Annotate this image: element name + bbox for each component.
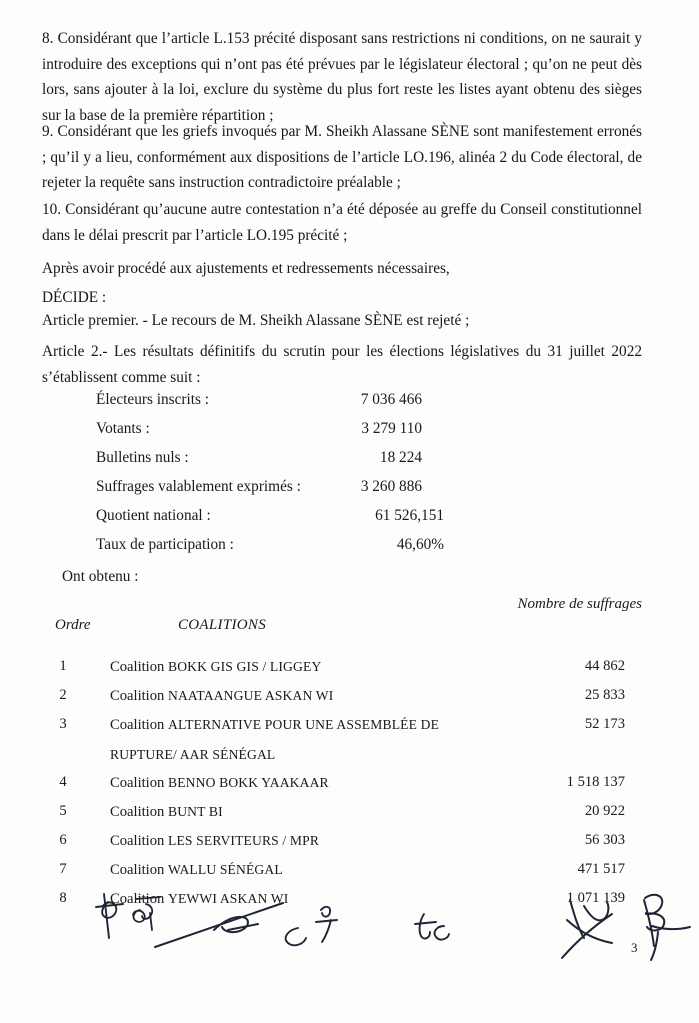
- stat-value: 46,60%: [396, 536, 444, 553]
- paragraph-considerant-10: 10. Considérant qu’aucune autre contestation n’a été déposée au greffe du Conseil constitutionnel dans le délai prescrit par l’article LO.195 précité ;: [42, 201, 642, 244]
- row-coalition-name: WALLU SÉNÉGAL: [167, 862, 283, 877]
- row-coalition-name: NAATAANGUE ASKAN WI: [167, 688, 334, 703]
- row-order: 1: [59, 658, 67, 674]
- table-row: [0, 884, 699, 913]
- row-order: 5: [59, 803, 67, 819]
- row-votes: 1 071 139: [566, 890, 625, 906]
- signature-mark-4: [286, 928, 306, 945]
- signature-mark-6: [415, 914, 449, 940]
- stat-label: Taux de participation :: [96, 536, 234, 553]
- table-header-ordre: Ordre: [55, 617, 91, 633]
- table-row: [0, 652, 699, 681]
- row-coalition-name: BENNO BOKK YAAKAAR: [167, 775, 329, 790]
- row-order: 7: [59, 861, 67, 877]
- row-coalition-prefix: Coalition: [110, 891, 168, 907]
- stat-label: Votants :: [96, 420, 150, 437]
- stat-value: 3 260 886: [360, 478, 422, 495]
- page-number: 3: [631, 940, 638, 955]
- stat-value: 7 036 466: [360, 391, 422, 408]
- paragraph-article-premier: Article premier. - Le recours de M. Sheikh Alassane SÈNE est rejeté ;: [42, 312, 470, 329]
- stat-label: Quotient national :: [96, 507, 211, 524]
- stat-row: [0, 443, 699, 472]
- row-votes: 25 833: [584, 687, 625, 703]
- table-row: [0, 681, 699, 710]
- row-order: 3: [59, 716, 67, 732]
- row-coalition-prefix: Coalition: [110, 688, 168, 704]
- stat-value: 61 526,151: [375, 507, 444, 524]
- table-header-coalitions: COALITIONS: [178, 617, 267, 633]
- stat-row: [0, 501, 699, 530]
- table-body: [0, 652, 699, 913]
- paragraph-decide: DÉCIDE :: [42, 289, 107, 306]
- row-coalition-name: BUNT BI: [167, 804, 223, 819]
- paragraph-considerant-8: 8. Considérant que l’article L.153 précité disposant sans restrictions ni conditions, on ne saurait y introduire des exceptions qui n’ont pas été prévues par le législateur électoral ; qu’on ne peut dès lors, sans ajouter à la loi, exclure du système du plus fort reste les listes ayant obtenu des sièges sur la base de la première répartition ;: [42, 30, 642, 124]
- ont-obtenu-label: Ont obtenu :: [62, 568, 139, 585]
- stat-label: Suffrages valablement exprimés :: [96, 478, 301, 495]
- stat-row: [0, 530, 699, 559]
- table-header-suffrages: Nombre de suffrages: [517, 596, 642, 612]
- stat-label: Électeurs inscrits :: [96, 391, 209, 408]
- stat-row: [0, 414, 699, 443]
- row-order: 6: [59, 832, 67, 848]
- row-coalition-prefix: Coalition: [110, 862, 168, 878]
- row-coalition-prefix: Coalition: [110, 804, 168, 820]
- row-coalition-prefix: Coalition: [110, 833, 168, 849]
- stat-label: Bulletins nuls :: [96, 449, 189, 466]
- row-order: 8: [59, 890, 67, 906]
- stat-row: [0, 472, 699, 501]
- row-coalition-name: ALTERNATIVE POUR UNE ASSEMBLÉE DE: [167, 717, 440, 732]
- stat-value: 18 224: [379, 449, 422, 466]
- row-votes: 44 862: [584, 658, 625, 674]
- row-votes: 56 303: [584, 832, 625, 848]
- row-coalition-name-line2: RUPTURE/ AAR SÉNÉGAL: [110, 747, 276, 762]
- row-coalition-prefix: Coalition: [110, 659, 168, 675]
- row-coalition-prefix: Coalition: [110, 775, 168, 791]
- table-row: [0, 710, 699, 768]
- row-votes: 1 518 137: [566, 774, 625, 790]
- row-coalition-name: LES SERVITEURS / MPR: [167, 833, 320, 848]
- row-order: 4: [59, 774, 67, 790]
- table-row: [0, 797, 699, 826]
- paragraph-article-2: Article 2.- Les résultats définitifs du scrutin pour les élections législatives du 31 juillet 2022 s’établissent comme suit :: [42, 343, 642, 386]
- row-votes: 52 173: [584, 716, 625, 732]
- statistics-block: [0, 385, 699, 559]
- table-row: [0, 855, 699, 884]
- row-coalition-name: BOKK GIS GIS / LIGGEY: [167, 659, 322, 674]
- paragraph-apres-avoir: Après avoir procédé aux ajustements et redressements nécessaires,: [42, 260, 450, 277]
- row-coalition-prefix: Coalition: [110, 717, 168, 733]
- stat-value: 3 279 110: [361, 420, 422, 437]
- table-row: [0, 768, 699, 797]
- row-order: 2: [59, 687, 67, 703]
- row-votes: 471 517: [577, 861, 625, 877]
- row-votes: 20 922: [584, 803, 625, 819]
- row-coalition-name: YEWWI ASKAN WI: [167, 891, 289, 906]
- paragraph-considerant-9: 9. Considérant que les griefs invoqués par M. Sheikh Alassane SÈNE sont manifestement erronés ; qu’il y a lieu, conformément aux dispositions de l’article LO.196, alinéa 2 du Code électoral, de rejeter la requête sans instruction contradictoire préalable ;: [42, 123, 642, 192]
- table-row: [0, 826, 699, 855]
- stat-row: [0, 385, 699, 414]
